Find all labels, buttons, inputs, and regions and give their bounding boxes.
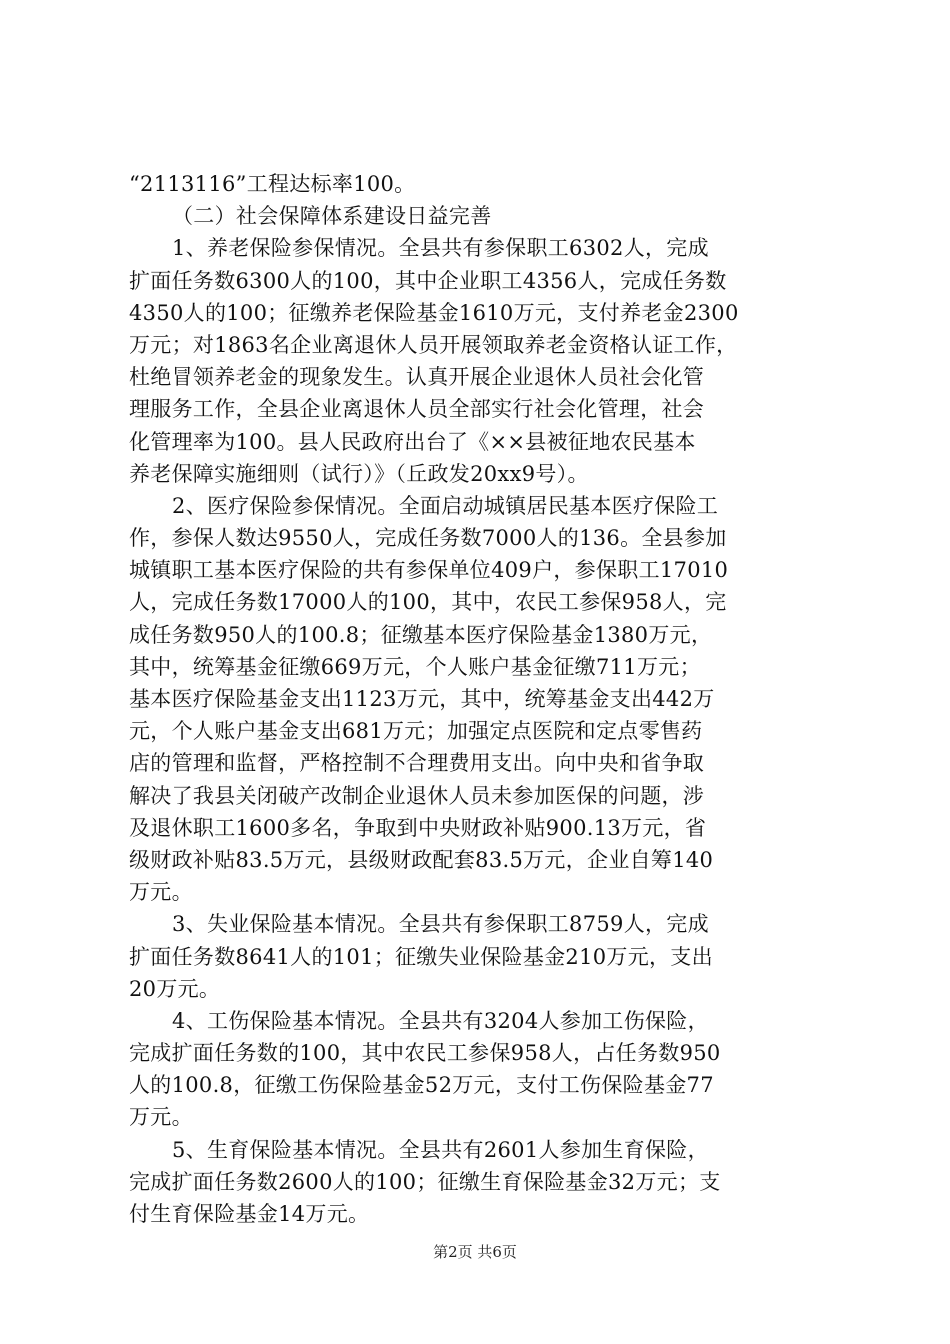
text-line: 3、失业保险基本情况。全县共有参保职工8759人，完成: [172, 912, 709, 937]
text-line: 理服务工作，全县企业离退休人员全部实行社会化管理，社会: [129, 397, 705, 422]
text-line: 1、养老保险参保情况。全县共有参保职工6302人，完成: [172, 236, 709, 261]
text-line: 付生育保险基金14万元。: [129, 1202, 370, 1226]
text-line: 人，完成任务数17000人的100，其中，农民工参保958人，完: [129, 590, 727, 615]
text-line: 20万元。: [129, 976, 221, 1001]
document-body: [129, 168, 835, 1230]
text-line: “2113116”工程达标率100。: [129, 172, 416, 196]
text-line: 化管理率为100。县人民政府出台了《××县被征地农民基本: [129, 429, 696, 454]
section-heading: （二）社会保障体系建设日益完善: [172, 204, 492, 229]
text-line: 2、医疗保险参保情况。全面启动城镇居民基本医疗保险工: [172, 493, 719, 518]
text-line: 4350人的100；征缴养老保险基金1610万元，支付养老金2300: [129, 300, 739, 325]
text-line: 作，参保人数达9550人，完成任务数7000人的136。全县参加: [129, 526, 727, 551]
text-line: 万元；对1863名企业离退休人员开展领取养老金资格认证工作，: [129, 332, 738, 357]
text-line: 其中，统筹基金征缴669万元，个人账户基金征缴711万元；: [129, 654, 701, 679]
text-line: 人的100.8，征缴工伤保险基金52万元，支付工伤保险基金77: [129, 1073, 714, 1098]
text-line: 5、生育保险基本情况。全县共有2601人参加生育保险，: [172, 1137, 709, 1162]
text-line: 万元。: [129, 1105, 193, 1130]
text-line: 店的管理和监督，严格控制不合理费用支出。向中央和省争取: [129, 751, 705, 776]
text-line: 完成扩面任务数的100，其中农民工参保958人，占任务数950: [129, 1041, 721, 1066]
text-line: 扩面任务数6300人的100，其中企业职工4356人，完成任务数: [129, 268, 727, 293]
text-line: 养老保障实施细则（试行）》（丘政发20xx9号）。: [129, 461, 589, 486]
text-line: 基本医疗保险基金支出1123万元，其中，统筹基金支出442万: [129, 687, 715, 711]
text-line: 及退休职工1600多名，争取到中央财政补贴900.13万元，省: [129, 815, 707, 840]
text-line: 城镇职工基本医疗保险的共有参保单位409户，参保职工17010: [129, 558, 729, 583]
text-line: 级财政补贴83.5万元，县级财政配套83.5万元，企业自筹140: [129, 847, 714, 872]
text-line: 万元。: [129, 880, 193, 905]
text-line: 杜绝冒领养老金的现象发生。认真开展企业退休人员社会化管: [129, 365, 705, 390]
text-line: 成任务数950人的100.8；征缴基本医疗保险基金1380万元，: [129, 622, 713, 647]
text-line: 解决了我县关闭破产改制企业退休人员未参加医保的问题，涉: [129, 783, 705, 808]
text-line: 4、工伤保险基本情况。全县共有3204人参加工伤保险，: [172, 1008, 709, 1033]
text-line: 完成扩面任务数2600人的100；征缴生育保险基金32万元；支: [129, 1169, 721, 1194]
page-footer: 第2页 共6页: [433, 1243, 517, 1261]
text-line: 扩面任务数8641人的101；征缴失业保险基金210万元，支出: [129, 944, 713, 969]
text-line: 元，个人账户基金支出681万元；加强定点医院和定点零售药: [129, 719, 703, 744]
